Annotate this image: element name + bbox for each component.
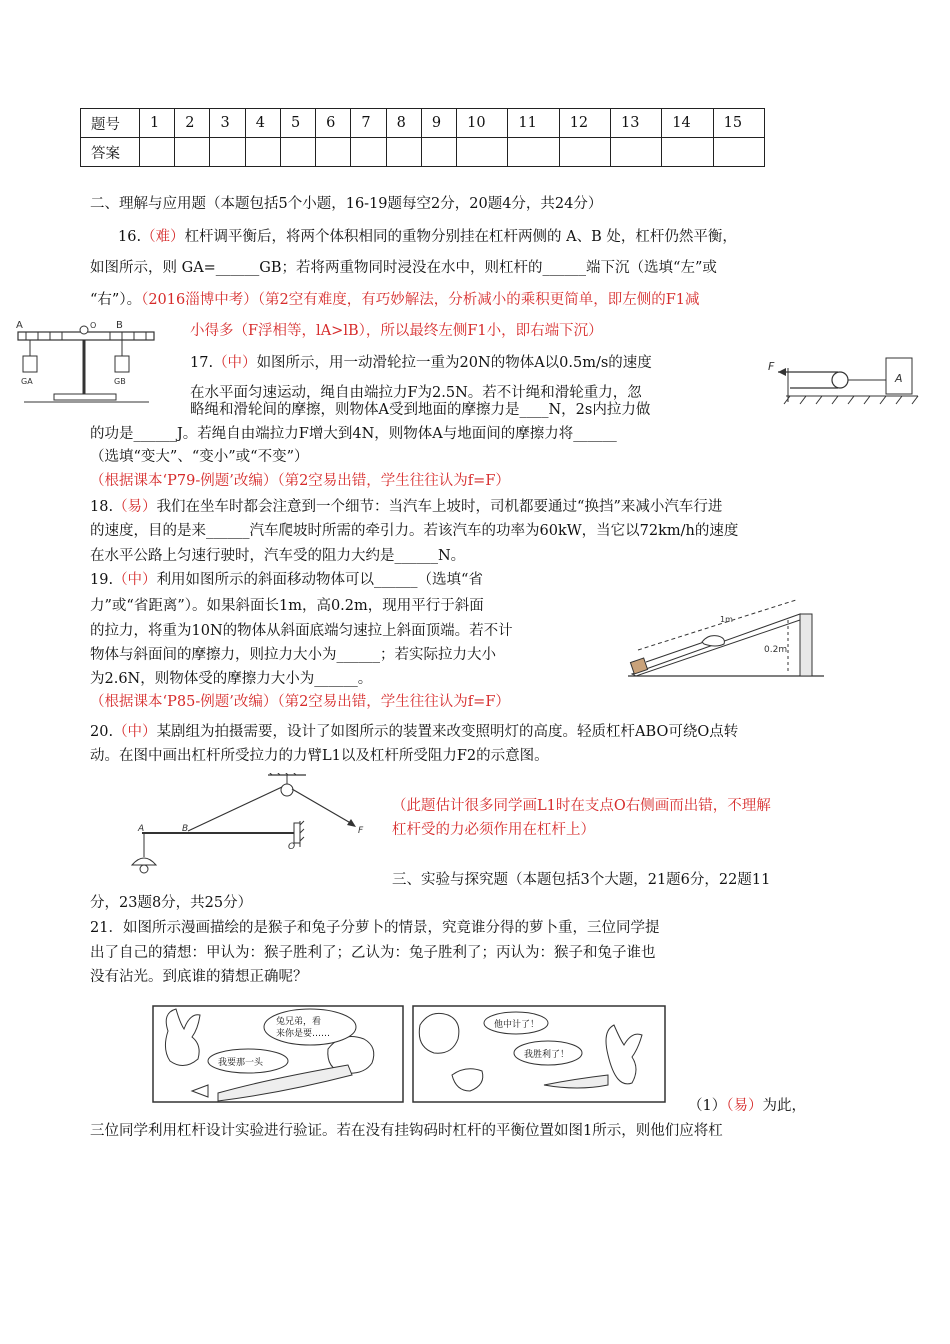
q16-weight-a <box>23 356 37 372</box>
q21-bubble-2: 我要那一头 <box>218 1058 264 1068</box>
question-number-cell: 6 <box>316 109 351 138</box>
question-number-cell: 3 <box>210 109 245 138</box>
question-number-cell: 14 <box>662 109 713 138</box>
q16-line2: 如图所示，则 GA=______GB；若将两重物同时浸没在水中，则杠杆的______端下沉（选填“左”或 <box>90 260 717 276</box>
q21-line1: 21．如图所示漫画描绘的是猴子和兔子分萝卜的情景，究竟谁分得的萝卜重，三位同学提 <box>90 920 660 936</box>
answer-cell[interactable] <box>508 138 559 167</box>
q19-support-post <box>800 614 812 676</box>
q21-part1-line <box>688 1096 806 1116</box>
question-number-cell: 1 <box>140 109 175 138</box>
q19-note: （根据课本‘P85-例题’改编）（第2空易出错，学生往往认为f=F） <box>90 694 510 710</box>
q19-label-height: 0.2m <box>764 645 788 655</box>
answer-cell[interactable] <box>351 138 386 167</box>
q21-bubble-4: 我胜利了！ <box>524 1050 570 1060</box>
q21-bubble-3: 他中计了！ <box>494 1020 540 1030</box>
question-number-cell: 4 <box>245 109 280 138</box>
answer-table-answer-row <box>81 138 765 167</box>
q17-text1: 如图所示，用一动滑轮拉一重为20N的物体A以0.5m/s的速度 <box>256 355 652 371</box>
q16-text3: “右”）。 <box>90 292 142 308</box>
answer-table-number-row <box>81 109 765 138</box>
answer-cell[interactable] <box>175 138 210 167</box>
section2-heading: 二、理解与应用题（本题包括5个小题，16-19题每空2分，20题4分，共24分） <box>90 196 603 212</box>
q16-label-gb: GB <box>114 377 126 386</box>
q20-note2: 杠杆受的力必须作用在杠杆上） <box>392 822 595 838</box>
question-number-cell: 2 <box>175 109 210 138</box>
q19-incline-figure <box>624 596 834 684</box>
q20-number: 20. <box>90 724 114 740</box>
q16-label-a: A <box>16 320 23 331</box>
answer-cell[interactable] <box>662 138 713 167</box>
q19-text1: 利用如图所示的斜面移动物体可以______（选填“省 <box>156 572 483 588</box>
q21-comic-panel-1 <box>152 1005 404 1103</box>
q20-label-o: O <box>288 842 296 852</box>
q19-line3: 的拉力，将重为10N的物体从斜面底端匀速拉上斜面顶端。若不计 <box>90 623 513 639</box>
q21-bubble-1-line2: 来你是要…… <box>276 1029 331 1039</box>
q17-pulley-figure <box>766 352 926 410</box>
q17-pulley <box>832 372 848 388</box>
q19-line4: 物体与斜面间的摩擦力，则拉力大小为______；若实际拉力大小 <box>90 647 496 663</box>
q17-label-a: A <box>895 372 903 385</box>
q21-monkey-head-2 <box>419 1013 459 1053</box>
q20-text1: 某剧组为拍摄需要，设计了如图所示的装置来改变照明灯的高度。轻质杠杆ABO可绕O点转 <box>156 724 739 740</box>
q16-note1: （2016淄博中考）（第2空有难度，有巧妙解法，分析减小的乘积更简单，即左侧的F1减 <box>141 292 700 308</box>
q16-label-ga: GA <box>21 377 33 386</box>
q20-level: （中） <box>113 724 157 740</box>
question-number-cell: 13 <box>611 109 662 138</box>
question-number-cell: 7 <box>351 109 386 138</box>
q17-label-f: F <box>768 360 775 373</box>
q20-lamp-bulb <box>140 865 148 873</box>
q16-label-o: O <box>90 321 97 330</box>
q20-lever-lamp-figure <box>128 773 378 888</box>
answer-cell[interactable] <box>140 138 175 167</box>
answer-table <box>80 108 765 167</box>
q20-lamp-shade <box>132 858 156 865</box>
question-number-cell: 15 <box>713 109 764 138</box>
q19-line2: 力”或“省距离”）。如果斜面长1m，高0.2m，现用平行于斜面 <box>90 598 484 614</box>
q18-line2: 的速度，目的是来______汽车爬坡时所需的牵引力。若该汽车的功率为60kW，当它以72km/h的速度 <box>90 523 739 539</box>
question-number-cell: 9 <box>421 109 456 138</box>
q19-number: 19. <box>90 572 114 588</box>
section3-heading-line1: 三、实验与探究题（本题包括3个大题，21题6分，22题11 <box>392 872 771 888</box>
q17-line2: 在水平面匀速运动，绳自由端拉力F为2.5N。若不计绳和滑轮重力，忽 <box>190 385 642 401</box>
answer-cell[interactable] <box>559 138 610 167</box>
q21-part1-text: 为此， <box>762 1098 806 1114</box>
answer-cell[interactable] <box>386 138 421 167</box>
row-label-question-number: 题号 <box>81 109 140 138</box>
q19-line1 <box>90 570 483 590</box>
answer-cell[interactable] <box>316 138 351 167</box>
q21-speech-bubble-1 <box>264 1009 356 1045</box>
q21-part1-number: （1） <box>688 1098 727 1114</box>
question-number-cell: 12 <box>559 109 610 138</box>
q20-line2: 动。在图中画出杠杆所受拉力的力臂L1以及杠杆所受阻力F2的示意图。 <box>90 748 549 764</box>
section3-heading-line2: 分，23题8分，共25分） <box>90 895 253 911</box>
q21-comic-panel-2 <box>412 1005 666 1103</box>
q16-level: （难） <box>141 229 185 245</box>
q19-level: （中） <box>113 572 157 588</box>
q19-hand <box>702 636 724 646</box>
q20-label-b: B <box>182 824 189 834</box>
answer-cell[interactable] <box>457 138 508 167</box>
q21-part1-level: （易） <box>726 1098 763 1114</box>
q21-bubble-1-line1: 兔兄弟，看 <box>276 1017 322 1027</box>
row-label-answer: 答案 <box>81 138 140 167</box>
answer-cell[interactable] <box>210 138 245 167</box>
q17-line3: 略绳和滑轮间的摩擦，则物体A受到地面的摩擦力是____N，2s内拉力做 <box>190 402 651 418</box>
q18-line3: 在水平公路上匀速行驶时，汽车受的阻力大约是______N。 <box>90 548 466 564</box>
q16-text1: 杠杆调平衡后，将两个体积相同的重物分别挂在杠杆两侧的 A、B 处，杠杆仍然平衡， <box>184 229 737 245</box>
q17-line1 <box>190 353 652 373</box>
q16-weight-b <box>115 356 129 372</box>
q18-line1 <box>90 497 722 517</box>
q16-line3 <box>90 290 700 310</box>
q16-note2: 小得多（F浮相等，lA>lB），所以最终左侧F1小，即右端下沉） <box>190 323 603 339</box>
answer-cell[interactable] <box>280 138 315 167</box>
question-number-cell: 5 <box>280 109 315 138</box>
q17-line4: 的功是______J。若绳自由端拉力F增大到4N，则物体A与地面间的摩擦力将______ <box>90 426 617 442</box>
q18-number: 18. <box>90 499 114 515</box>
q20-line1 <box>90 722 738 742</box>
q20-note1: （此题估计很多同学画L1时在支点O右侧画而出错，不理解 <box>392 798 771 814</box>
answer-cell[interactable] <box>713 138 764 167</box>
q21-line4: 三位同学利用杠杆设计实验进行验证。若在没有挂钩码时杠杆的平衡位置如图1所示，则他们应将杠 <box>90 1123 723 1139</box>
q18-text1: 我们在坐车时都会注意到一个细节：当汽车上坡时，司机都要通过“换挡”来减小汽车行进 <box>156 499 723 515</box>
answer-cell[interactable] <box>421 138 456 167</box>
q19-label-length: 1m <box>720 615 733 624</box>
q21-line2: 出了自己的猜想：甲认为：猴子胜利了；乙认为：兔子胜利了；丙认为：猴子和兔子谁也 <box>90 945 656 961</box>
q17-note: （根据课本‘P79-例题’改编）（第2空易出错，学生往往认为f=F） <box>90 473 510 489</box>
question-number-cell: 10 <box>457 109 508 138</box>
q16-lever-figure <box>14 316 159 408</box>
answer-cell[interactable] <box>611 138 662 167</box>
q17-line5: （选填“变大”、“变小”或“不变”） <box>90 449 309 465</box>
question-number-cell: 8 <box>386 109 421 138</box>
q20-label-f: F <box>358 826 364 836</box>
q17-number: 17. <box>190 355 214 371</box>
q16-label-b: B <box>116 320 123 331</box>
question-number-cell: 11 <box>508 109 559 138</box>
answer-cell[interactable] <box>245 138 280 167</box>
q21-line3: 没有沾光。到底谁的猜想正确呢？ <box>90 969 308 985</box>
q16-number: 16. <box>118 229 142 245</box>
q19-line5: 为2.6N，则物体受的摩擦力大小为______。 <box>90 671 373 687</box>
q16-line1 <box>118 227 737 247</box>
q17-level: （中） <box>213 355 257 371</box>
q20-label-a: A <box>138 824 145 834</box>
q18-level: （易） <box>113 499 157 515</box>
q20-pulley <box>281 784 293 796</box>
